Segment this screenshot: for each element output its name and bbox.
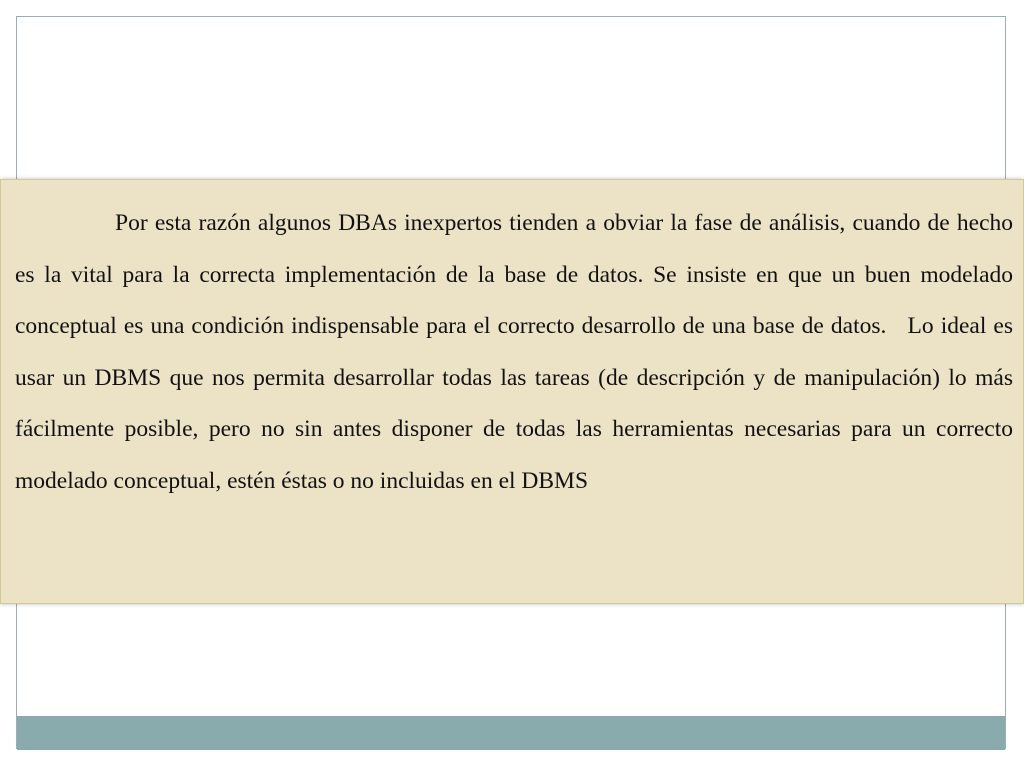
body-paragraph: Por esta razón algunos DBAs inexpertos tienden a obviar la fase de análisis, cuando de hecho es la vital para la correcta implementación de la base de datos. Se insiste en que un buen modelado conceptual es una condición indispensable para el correcto desarrollo de una base de datos. Lo ideal es usar un DBMS que nos permita desarrollar todas las tareas (de descripción y de manipulación) lo más fácilmente posible, pero no sin antes disponer de todas las herramientas necesarias para un correcto modelado conceptual, estén éstas o no incluidas en el DBMS <box>15 210 1013 494</box>
text-box <box>0 179 1024 604</box>
footer-bar <box>17 716 1005 750</box>
